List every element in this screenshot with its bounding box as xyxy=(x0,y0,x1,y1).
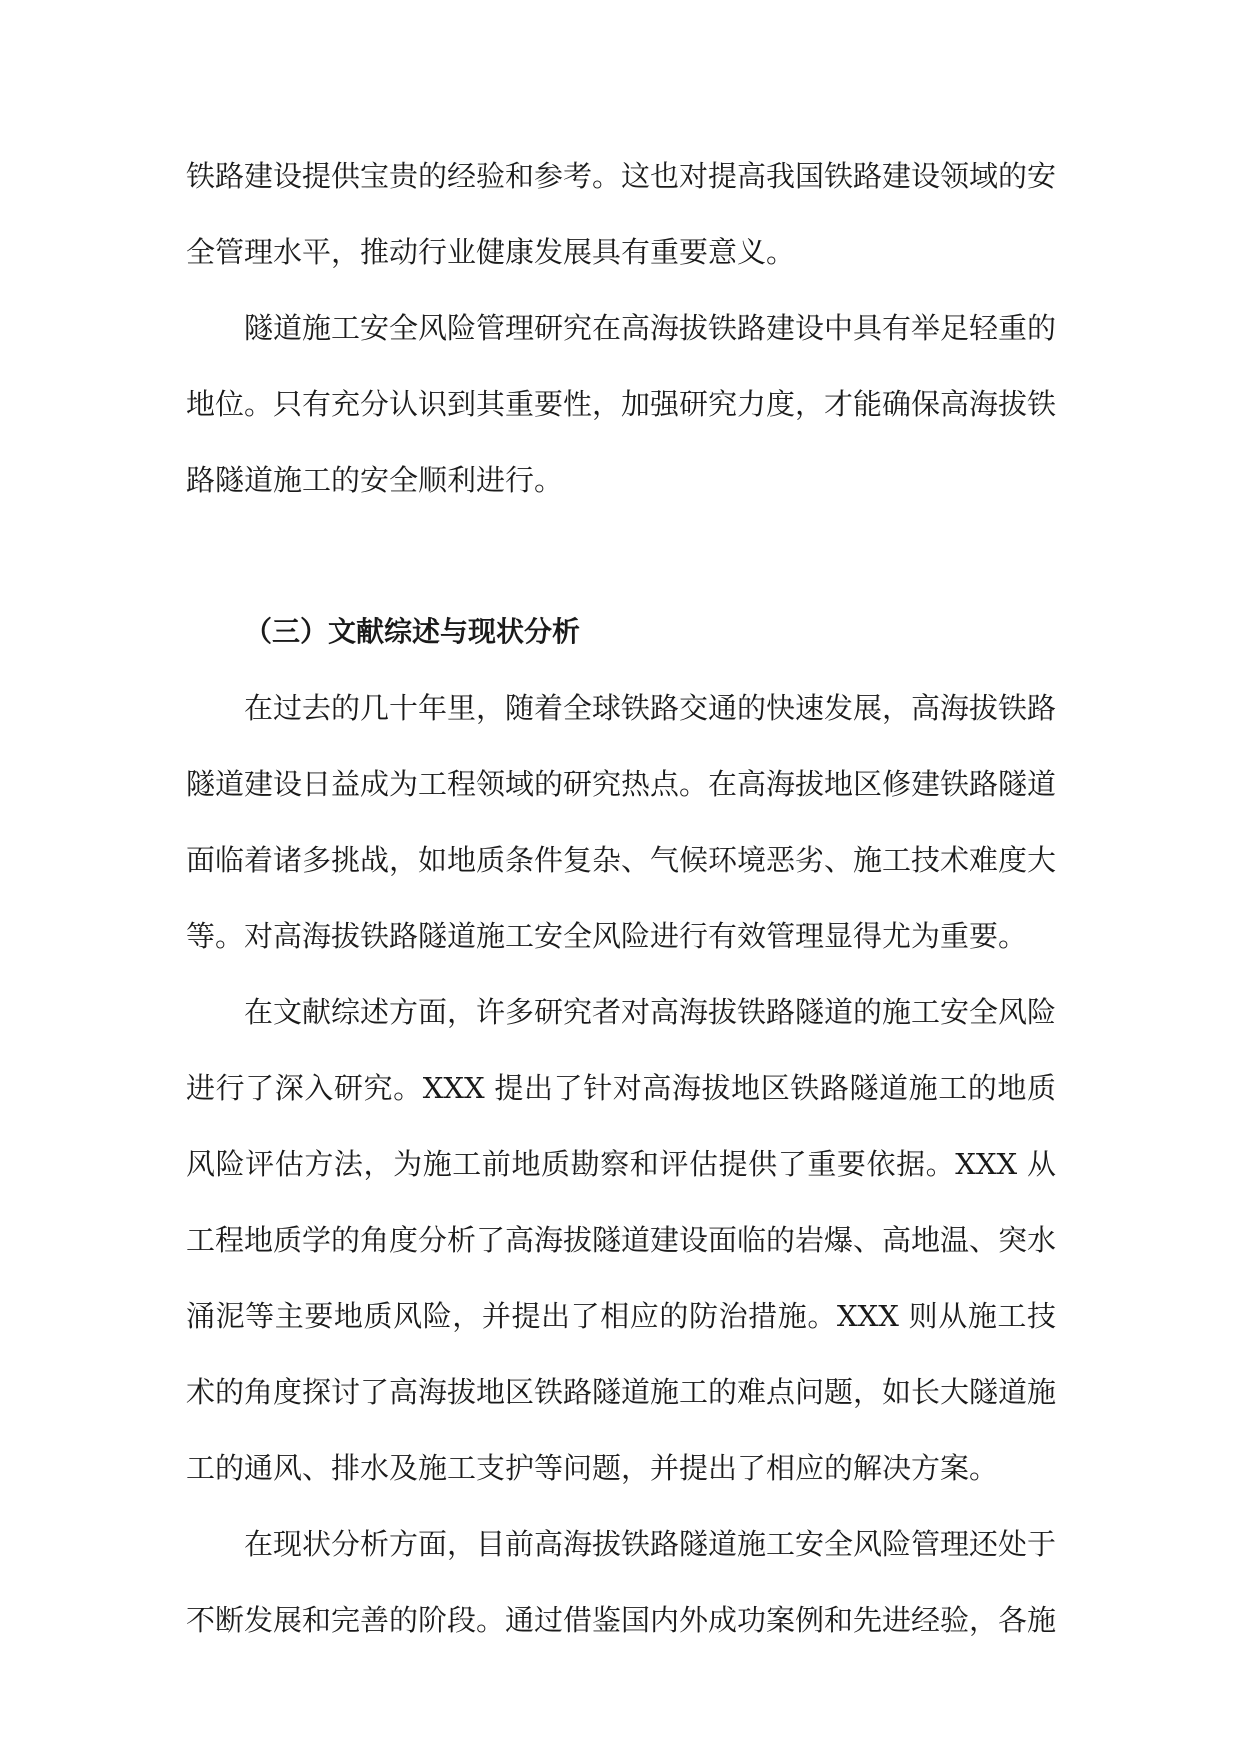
paragraph-status-analysis: 在现状分析方面，目前高海拔铁路隧道施工安全风险管理还处于不断发展和完善的阶段。通过借鉴国内外成功案例和先进经验，各施 xyxy=(186,1527,1057,1637)
document-body xyxy=(186,138,1056,1658)
section-heading: （三）文献综述与现状分析 xyxy=(244,615,581,648)
paragraph-background: 在过去的几十年里，随着全球铁路交通的快速发展，高海拔铁路隧道建设日益成为工程领域的研究热点。在高海拔地区修建铁路隧道面临着诸多挑战，如地质条件复杂、气候环境恶劣、施工技术难度大等。对高海拔铁路隧道施工安全风险进行有效管理显得尤为重要。 xyxy=(186,691,1057,953)
paragraph-importance: 隧道施工安全风险管理研究在高海拔铁路建设中具有举足轻重的地位。只有充分认识到其重要性，加强研究力度，才能确保高海拔铁路隧道施工的安全顺利进行。 xyxy=(186,311,1057,497)
paragraph-continuation: 铁路建设提供宝贵的经验和参考。这也对提高我国铁路建设领域的安全管理水平，推动行业健康发展具有重要意义。 xyxy=(186,159,1057,269)
paragraph-literature-review: 在文献综述方面，许多研究者对高海拔铁路隧道的施工安全风险进行了深入研究。XXX 提出了针对高海拔地区铁路隧道施工的地质风险评估方法，为施工前地质勘察和评估提供了重要依据。XXX 从工程地质学的角度分析了高海拔隧道建设面临的岩爆、高地温、突水涌泥等主要地质风险，并提出了相应的防治措施。XXX 则从施工技术的角度探讨了高海拔地区铁路隧道施工的难点问题，如长大隧道施工的通风、排水及施工支护等问题，并提出了相应的解决方案。 xyxy=(186,995,1057,1485)
